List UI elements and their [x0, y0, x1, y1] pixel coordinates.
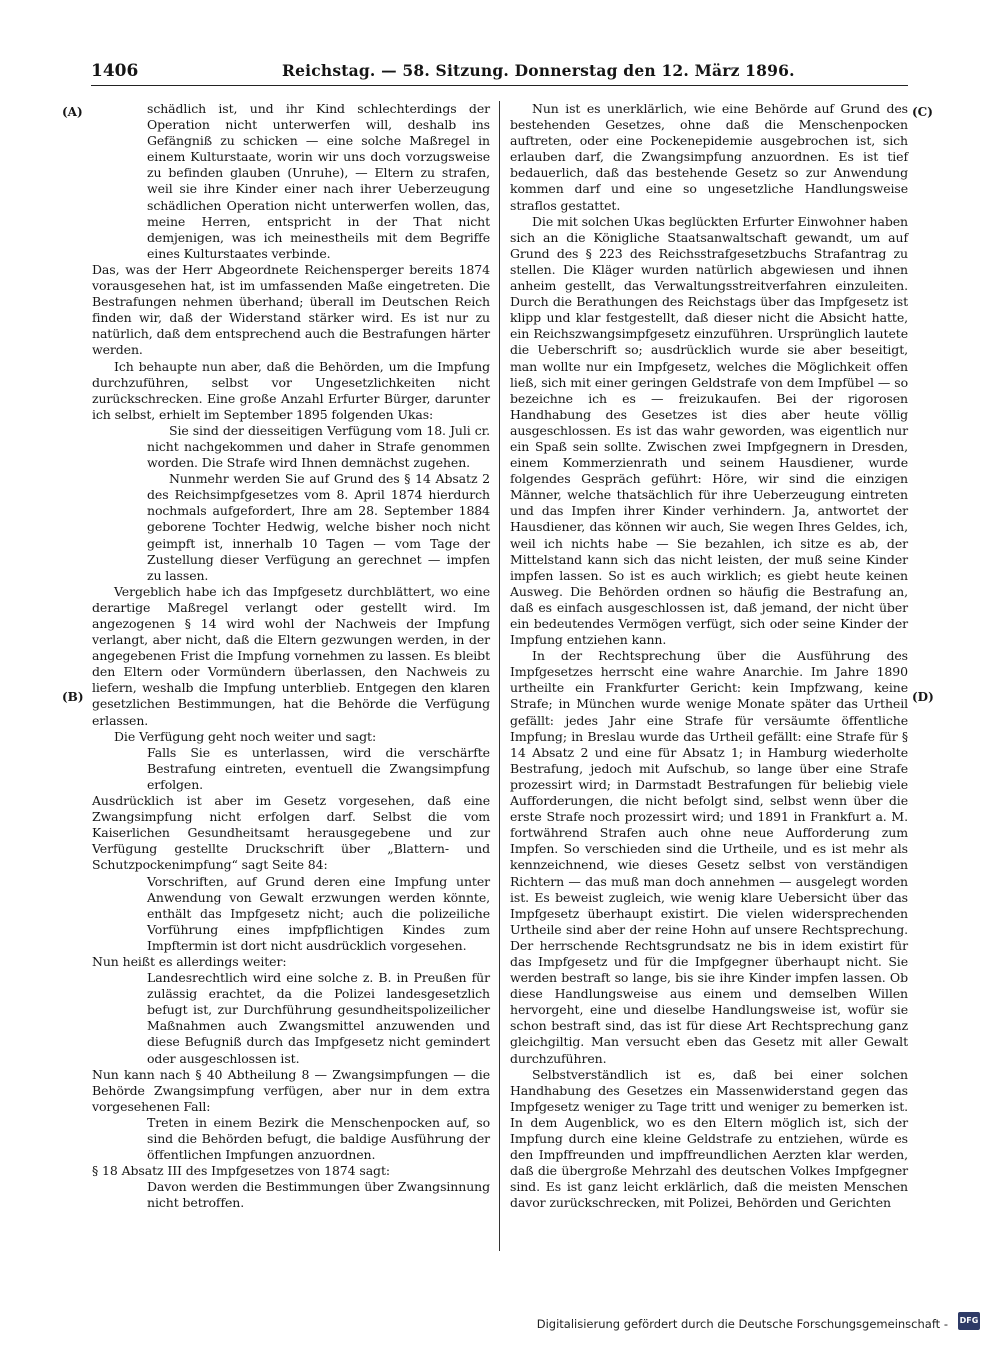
paragraph: Ich behaupte nun aber, daß die Behörden, um die Impfung durchzuführen, selbst vor Ungesetzlichkeiten nicht zurückschrecken. Eine große Anzahl Erfurter Bürger, darunter ich selbst, erhielt im September 1895 folgenden Ukas:	[92, 358, 490, 422]
right-column	[510, 101, 908, 1211]
paragraph: Nun heißt es allerdings weiter:	[92, 953, 287, 969]
dfg-logo: DFG	[958, 1312, 980, 1330]
quote-continuation: schädlich ist, und ihr Kind schlechterdings der Operation nicht unterwerfen will, deshalb ins Gefängniß zu schicken — eine solche Maßregel in einem Kulturstaate, worin wir uns doch vorzugsweise zu befinden glauben (Unruhe), — Eltern zu strafen, weil sie ihre Kinder einer nach ihrer Ueberzeugung schädlichen Operation nicht unterwerfen wollen, das, meine Herren, entspricht in der That nicht demjenigen, was ich meinestheils mit dem Begriffe eines Kulturstaates verbinde.	[147, 101, 490, 261]
block-quote: Landesrechtlich wird eine solche z. B. in Preußen für zulässig erachtet, da die Polizei landesgesetzlich befugt ist, zur Durchführung gesundheitspolizeilicher Maßnahmen auch Zwangsmittel anzuwenden und diese Befugniß durch das Impfgesetz nicht gemindert oder ausgeschlossen ist.	[147, 970, 490, 1066]
paragraph: Das, was der Herr Abgeordnete Reichensperger bereits 1874 vorausgesehen hat, ist im umfassenden Maße eingetreten. Die Bestrafungen nehmen überhand; überall im Deutschen Reich finden wir, daß der Widerstand stärker wird. Es ist nur zu natürlich, daß dem entsprechend auch die Bestrafungen härter werden.	[92, 261, 490, 358]
page-number: 1406	[91, 61, 139, 81]
block-quote: Davon werden die Bestimmungen über Zwangsinnung nicht betroffen.	[147, 1179, 490, 1211]
margin-label-d: (D)	[912, 690, 934, 704]
margin-label-a: (A)	[62, 105, 83, 119]
paragraph: Die mit solchen Ukas beglückten Erfurter Einwohner haben sich an die Königliche Staatsanwaltschaft gewandt, um auf Grund des § 223 des Reichsstrafgesetzbuchs Strafantrag zu stellen. Die Kläger wurden natürlich abgewiesen und ihnen anheim gestellt, das Verwaltungsstreitverfahren einzuleiten. Durch die Berathungen des Reichstags über das Impfgesetz ist klipp und klar festgestellt, daß dieser nicht die Absicht hatte, ein Reichszwangsimpfgesetz einzuführen. Ursprünglich lautete die Ueberschrift so; ausdrücklich wurde sie aber beseitigt, man wollte nur ein Impfgesetz, welches die Möglichkeit offen ließ, sich mit einer geringen Geldstrafe von dem Impfübel — so bezeichne ich es — freizukaufen. Bei der rigorosen Handhabung des Gesetzes ist dies aber heute völlig ausgeschlossen. Es ist das wahr geworden, was eigentlich nur ein Spaß sein sollte. Zwischen zwei Impfgegnern in Dresden, einem Kommerzienrath und seinem Hausdiener, wurde folgendes Gespräch geführt: Höre, wir sind die einzigen Männer, welche thatsächlich für ihre Ueberzeugung eintreten und das Impfen ihrer Kinder verhindern. Ja, antwortet der Hausdiener, das können wir auch, Sie wegen Ihres Geldes, ich, weil ich nichts habe — Sie bezahlen, ich sitze es ab, der Mittelstand kann sich das nicht leisten, der muß seine Kinder impfen lassen. So ist es auch wirklich; es giebt heute keinen Ausweg. Die Behörden ordnen so häufig die Bestrafung an, daß es einfach ausgeschlossen ist, daß jemand, der nicht über ein bedeutendes Vermögen verfügt, sich oder seine Kinder der Impfung entziehen kann.	[510, 213, 908, 648]
paragraph: Die Verfügung geht noch weiter und sagt:	[114, 728, 377, 744]
block-quote: Treten in einem Bezirk die Menschenpocken auf, so sind die Behörden befugt, die baldige Ausführung der öffentlichen Impfungen anzuordnen.	[147, 1114, 490, 1163]
digitization-credit: Digitalisierung gefördert durch die Deutsche Forschungsgemeinschaft -	[536, 1317, 948, 1331]
left-column	[92, 101, 490, 1211]
margin-label-b: (B)	[62, 690, 84, 704]
paragraph: Vergeblich habe ich das Impfgesetz durchblättert, wo eine derartige Maßregel verlangt oder gestellt wird. Im angezogenen § 14 wird wohl der Nachweis der Impfung verlangt, aber nicht, daß die Eltern gezwungen werden, in der angegebenen Frist die Impfung vornehmen zu lassen. Es bleibt den Eltern oder Vormündern überlassen, den Nachweis zu liefern, weshalb die Impfung unterblieb. Entgegen den klaren gesetzlichen Bestimmungen, hat die Behörde die Verfügung erlassen.	[92, 583, 490, 728]
paragraph: In der Rechtsprechung über die Ausführung des Impfgesetzes herrscht eine wahre Anarchie. Im Jahre 1890 urtheilte ein Frankfurter Gericht: kein Impfzwang, keine Strafe; in München wurde wenige Monate später das Urtheil gefällt: jedes Jahr eine Strafe für versäumte öffentliche Impfung; in Breslau wurde das Urtheil gefällt: eine Strafe für § 14 Absatz 2 und eine für Absatz 1; in Hamburg wiederholte Bestrafung, jedoch mit Aufschub, so lange über eine Strafe prozessirt wird; in Darmstadt Bestrafungen für beliebig viele Aufforderungen, die nicht befolgt sind, selbst wenn über die erste Strafe noch prozessirt wird; und 1891 in Frankfurt a. M. fortwährend Strafen auch ohne neue Aufforderung zum Impfen. So verschieden sind die Urtheile, und es ist mehr als kennzeichnend, wie dieses Gesetz selbst von verständigen Richtern — das muß man doch annehmen — ausgelegt worden ist. Es beweist zugleich, wie wenig klare Uebersicht über das Impfgesetz überhaupt existirt. Die vielen widersprechenden Urtheile sind aber der reine Hohn auf unsere Rechtsprechung. Der herrschende Rechtsgrundsatz ne bis in idem existirt für das Impfgesetz und für die Impfgegner überhaupt nicht. Sie werden bestraft so lange, bis sie ihre Kinder impfen lassen. Ob diese Handlungsweise aus einem und demselben Willen hervorgeht, eine und dieselbe Handlungsweise ist, wofür sie schon bestraft sind, das ist für diese Art Rechtsprechung ganz gleichgiltig. Man versucht eben das Gesetz mit aller Gewalt durchzuführen.	[510, 648, 908, 1066]
margin-label-c: (C)	[912, 105, 933, 119]
paragraph: Nun ist es unerklärlich, wie eine Behörde auf Grund des bestehenden Gesetzes, ohne daß die Menschenpocken auftreten, oder eine Pockenepidemie ausgebrochen ist, sich erlauben darf, die Zwangsimpfung anzuordnen. Es ist tief bedauerlich, daß das bestehende Gesetz so zur Anwendung kommen darf und eine so ungesetzliche Handlungsweise straflos gestattet.	[510, 101, 908, 213]
running-head: Reichstag. — 58. Sitzung. Donnerstag den 12. März 1896.	[282, 61, 795, 80]
paragraph: § 18 Absatz III des Impfgesetzes von 1874 sagt:	[92, 1163, 390, 1179]
block-quote: Nunmehr werden Sie auf Grund des § 14 Absatz 2 des Reichsimpfgesetzes vom 8. April 1874 hierdurch nochmals aufgefordert, Ihre am 28. September 1884 geborene Tochter Hedwig, welche bisher noch nicht geimpft ist, innerhalb 10 Tagen — vom Tage der Zustellung dieser Verfügung an gerechnet — impfen zu lassen.	[147, 471, 490, 583]
block-quote: Falls Sie es unterlassen, wird die verschärfte Bestrafung eintreten, eventuell die Zwangsimpfung erfolgen.	[147, 744, 490, 792]
block-quote: Sie sind der diesseitigen Verfügung vom 18. Juli cr. nicht nachgekommen und daher in Strafe genommen worden. Die Strafe wird Ihnen demnächst zugehen.	[147, 422, 490, 471]
block-quote: Vorschriften, auf Grund deren eine Impfung unter Anwendung von Gewalt erzwungen werden könnte, enthält das Impfgesetz nicht; auch die polizeiliche Vorführung eines impfpflichtigen Kindes zum Impftermin ist dort nicht ausdrücklich vorgesehen.	[147, 873, 490, 953]
paragraph: Nun kann nach § 40 Abtheilung 8 — Zwangsimpfungen — die Behörde Zwangsimpfung verfügen, aber nur in dem extra vorgesehenen Fall:	[92, 1066, 490, 1114]
paragraph: Ausdrücklich ist aber im Gesetz vorgesehen, daß eine Zwangsimpfung nicht erfolgen darf. Selbst die vom Kaiserlichen Gesundheitsamt herausgegebene und zur Verfügung gestellte Druckschrift über „Blattern- und Schutzpockenimpfung“ sagt Seite 84:	[92, 793, 490, 873]
header-rule	[91, 85, 908, 86]
column-divider	[499, 101, 500, 1251]
paragraph: Selbstverständlich ist es, daß bei einer solchen Handhabung des Gesetzes ein Massenwiderstand gegen das Impfgesetz weniger zu Tage tritt und weniger zu bemerken ist. In dem Augenblick, wo es den Eltern möglich ist, sich der Impfung durch eine kleine Geldstrafe zu entziehen, würde es den Impffreunden und impffreundlichen Aerzten klar werden, daß die übergroße Mehrzahl des deutschen Volkes Impfgegner sind. Es ist ganz leicht erklärlich, daß die meisten Menschen davor zurückschrecken, mit Polizei, Behörden und Gerichten	[510, 1066, 908, 1211]
